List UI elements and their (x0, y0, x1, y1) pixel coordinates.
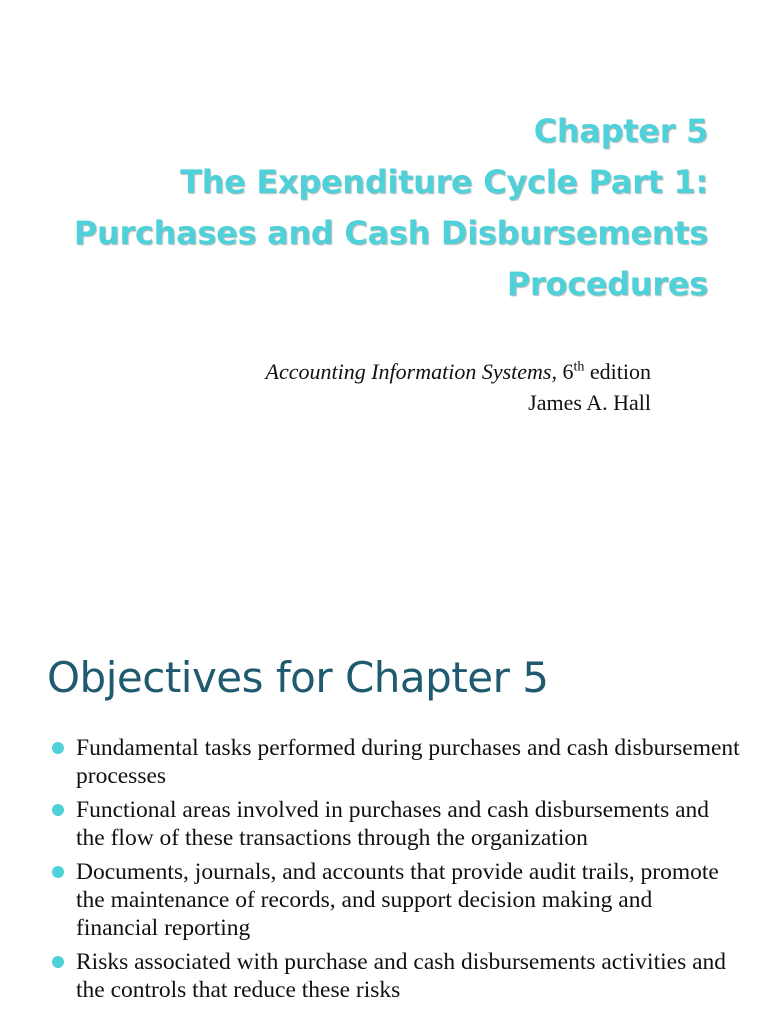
list-item (50, 796, 740, 852)
title-line-cycle: The Expenditure Cycle Part 1: (180, 163, 708, 201)
title-line-topic: Purchases and Cash Disbursements (73, 214, 708, 252)
title-line-procedures: Procedures (506, 265, 708, 303)
title-line-chapter: Chapter 5 (533, 112, 708, 150)
objectives-heading: Objectives for Chapter 5 (47, 653, 549, 702)
edition-word: edition (589, 359, 651, 384)
bullet-icon (52, 866, 64, 878)
slide-title (48, 106, 708, 310)
bullet-text: Functional areas involved in purchases and cash disbursements and the flow of these transactions through the organization (76, 797, 710, 851)
list-item (50, 734, 740, 790)
bullet-text: Risks associated with purchase and cash disbursements activities and the controls that reduce these risks (76, 949, 727, 1003)
bullet-icon (52, 742, 64, 754)
bullet-text: Fundamental tasks performed during purchases and cash disbursement processes (76, 735, 740, 789)
author-name: James A. Hall (528, 390, 651, 415)
book-title: Accounting Information Systems, (265, 359, 557, 384)
bullet-text: Documents, journals, and accounts that provide audit trails, promote the maintenance of records, and support decision making and financial reporting (76, 859, 719, 941)
list-item (50, 948, 740, 1004)
bullet-icon (52, 804, 64, 816)
slide-subtitle (266, 356, 651, 418)
list-item (50, 858, 740, 942)
objectives-list (50, 734, 740, 1010)
edition-suffix: th (573, 359, 585, 375)
objectives-slide (0, 512, 768, 1024)
bullet-icon (52, 956, 64, 968)
book-edition-line (266, 356, 651, 387)
edition-number: 6 (562, 359, 574, 384)
